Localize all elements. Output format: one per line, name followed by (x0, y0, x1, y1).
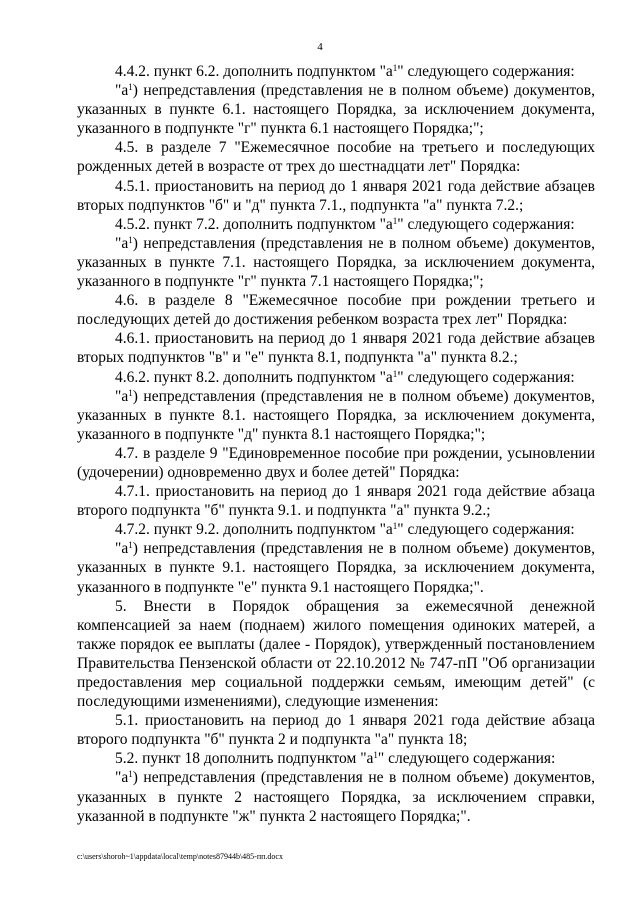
document-body (77, 62, 595, 826)
paragraph: 4.5. в разделе 7 "Ежемесячное пособие на третьего и последующих рожденных детей в возрасте от трех до шестнадцати лет" Порядка: (77, 139, 595, 176)
paragraph: 4.6.1. приостановить на период до 1 января 2021 года действие абзацев вторых подпунктов "в" и "е" пункта 8.1, подпункта "а" пункта 8.2.; (77, 330, 595, 367)
paragraph: 4.7. в разделе 9 "Единовременное пособие при рождении, усыновлении (удочерении) одновременно двух и более детей" Порядка: (77, 444, 595, 481)
paragraph: 5. Внести в Порядок обращения за ежемесячной денежной компенсацией за наем (поднаем) жилого помещения одиноких матерей, а также порядок ее выплаты (далее - Порядок), утвержденный постановлением Правительства Пензенской области от 22.10.2012 № 747-пП "Об организации предоставления мер социальной поддержки семьям, имеющим детей" (с последующими изменениями), следующие изменения: (77, 597, 595, 711)
paragraph: 4.6.2. пункт 8.2. дополнить подпунктом "$а^1$" следующего содержания: (115, 368, 575, 386)
paragraph: 4.5.1. приостановить на период до 1 января 2021 года действие абзацев вторых подпунктов "б" и "д" пункта 7.1., подпункта "а" пункта 7.2.; (77, 177, 595, 214)
paragraph: "$а^1$) непредставления (представления не в полном объеме) документов, указанных в пункте 8.1. настоящего Порядка, за исключением документа, указанного в подпункте "д" пункта 8.1 настоящего Порядка;"; (77, 387, 595, 443)
paragraph: 4.4.2. пункт 6.2. дополнить подпунктом "$а^1$" следующего содержания: (115, 63, 575, 80)
paragraph: "$а^1$) непредставления (представления не в полном объеме) документов, указанных в пункте 2 настоящего Порядка, за исключением справки, указанной в подпункте "ж" пункта 2 настоящего Порядка;". (77, 769, 595, 825)
paragraph: 4.5.2. пункт 7.2. дополнить подпунктом "$а^1$" следующего содержания: (115, 215, 575, 233)
paragraph: 4.6. в разделе 8 "Ежемесячное пособие при рождении третьего и последующих детей до достижения ребенком возраста трех лет" Порядка: (77, 292, 595, 329)
paragraph: "$а^1$) непредставления (представления не в полном объеме) документов, указанных в пункте 6.1. настоящего Порядка, за исключением документа, указанного в подпункте "г" пункта 6.1 настоящего Порядка;"; (77, 82, 595, 138)
paragraph: "$а^1$) непредставления (представления не в полном объеме) документов, указанных в пункте 7.1. настоящего Порядка, за исключением документа, указанного в подпункте "г" пункта 7.1 настоящего Порядка;"; (77, 234, 595, 291)
paragraph: 5.1. приостановить на период до 1 января 2021 года действие абзаца второго подпункта "б" пункта 2 и подпункта "а" пункта 18; (77, 712, 595, 749)
paragraph: "$а^1$) непредставления (представления не в полном объеме) документов, указанных в пункте 9.1. настоящего Порядка, за исключением документа, указанного в подпункте "е" пункта 9.1 настоящего Порядка;". (77, 540, 595, 596)
paragraph: 4.7.1. приостановить на период до 1 января 2021 года действие абзаца второго подпункта "б" пункта 9.1. и подпункта "а" пункта 9.2.; (77, 483, 595, 520)
file-path-footer: c:\users\shoroh~1\appdata\local\temp\notes87944b\485-пп.docx (77, 852, 283, 861)
paragraph: 4.7.2. пункт 9.2. дополнить подпунктом "$а^1$" следующего содержания: (115, 521, 575, 539)
page-number: 4 (317, 41, 323, 53)
paragraph: 5.2. пункт 18 дополнить подпунктом "$а^1$" следующего содержания: (115, 750, 556, 768)
